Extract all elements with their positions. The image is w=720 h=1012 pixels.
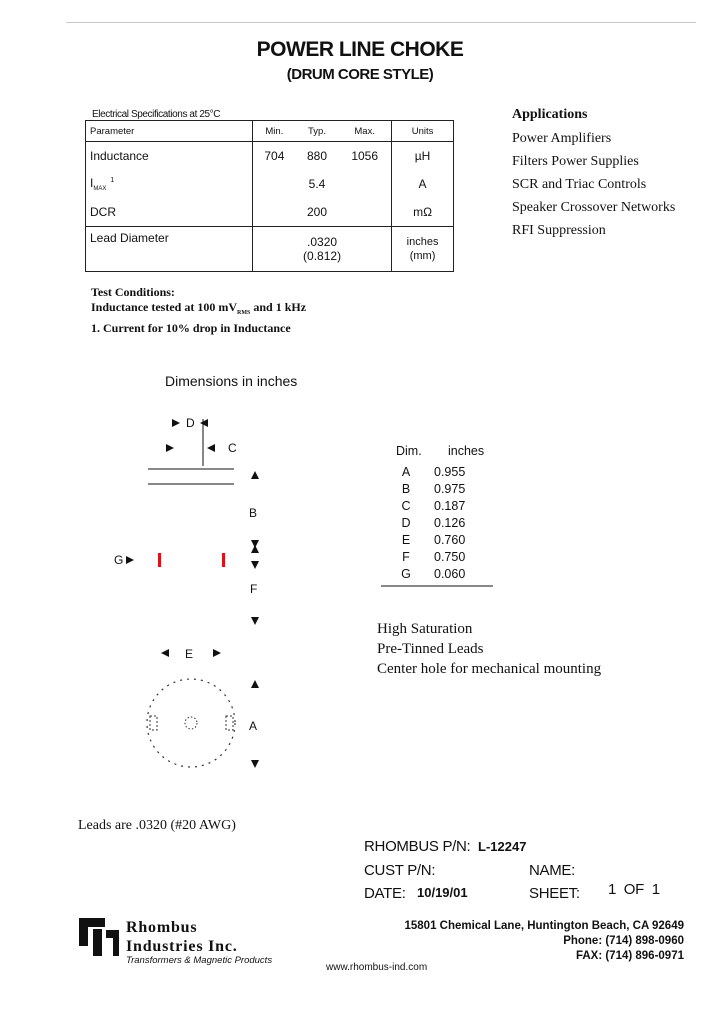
test-line-text: Inductance tested at 100 mV: [91, 300, 237, 314]
units-cell: µH: [392, 142, 454, 171]
typ-cell: 880: [306, 149, 328, 163]
dim-letter: C: [401, 499, 411, 513]
leads-note: Leads are .0320 (#20 AWG): [78, 818, 236, 833]
param-footnote: 1: [110, 177, 115, 184]
unit-header: inches: [448, 444, 485, 458]
sheet-value: 1 OF 1: [608, 881, 660, 898]
dim-letter: D: [401, 516, 411, 530]
test-conditions-title: Test Conditions:: [91, 285, 175, 299]
param-cell: Inductance: [90, 149, 149, 163]
units-cell: mΩ: [392, 198, 454, 227]
test-line-subscript: RMS: [237, 310, 251, 316]
test-conditions-note: 1. Current for 10% drop in Inductance: [91, 321, 291, 335]
dim-letter: A: [401, 465, 411, 479]
company-address: 15801 Chemical Lane, Huntington Beach, CA 92649: [404, 920, 684, 932]
min-cell: 704: [253, 142, 296, 171]
dim-value: 0.975: [434, 482, 466, 496]
dim-letter: G: [401, 567, 411, 581]
list-item: Filters Power Supplies: [512, 154, 639, 169]
rhombus-pn-value: L-12247: [478, 839, 527, 854]
company-tagline: Transformers & Magnetic Products: [126, 955, 273, 966]
list-item: SCR and Triac Controls: [512, 177, 647, 192]
dim-letter: E: [401, 533, 411, 547]
sheet-label: SHEET:: [529, 885, 580, 902]
list-item: High Saturation: [377, 621, 473, 637]
param-subscript: MAX: [93, 186, 107, 192]
company-phone: Phone: (714) 898-0960: [563, 935, 684, 947]
page-subtitle: (DRUM CORE STYLE): [286, 66, 434, 83]
dim-value: 0.060: [434, 567, 466, 581]
company-fax: FAX: (714) 896-0971: [575, 950, 684, 962]
lead-diameter-inches: .0320: [307, 235, 338, 249]
max-cell: 1056: [351, 149, 379, 163]
lead-diameter-mm: (0.812): [303, 249, 342, 263]
param-symbol: I: [90, 176, 94, 190]
param-cell: Lead Diameter: [86, 227, 253, 272]
dim-header: Dim.: [396, 444, 422, 458]
page-title: POWER LINE CHOKE: [256, 38, 464, 61]
dim-value: 0.187: [434, 499, 466, 513]
column-header: Units: [392, 121, 454, 142]
list-item: Center hole for mechanical mounting: [377, 661, 602, 677]
test-line-text: and 1 kHz: [250, 300, 307, 314]
dim-value: 0.750: [434, 550, 466, 564]
units-inches: inches: [406, 236, 439, 248]
list-item: Pre-Tinned Leads: [377, 641, 484, 657]
typ-cell: 200: [306, 205, 328, 219]
rhombus-pn-label: RHOMBUS P/N:: [364, 838, 471, 855]
dim-value: 0.955: [434, 465, 466, 479]
name-label: NAME:: [529, 862, 576, 879]
units-cell: A: [392, 170, 454, 198]
dim-letter: B: [401, 482, 411, 496]
typ-cell: 5.4: [308, 177, 326, 191]
dim-label-d: D: [186, 416, 195, 430]
column-header: Typ.: [296, 121, 339, 142]
cust-pn-label: CUST P/N:: [364, 862, 436, 879]
dim-label-e: E: [185, 647, 194, 661]
company-website[interactable]: www.rhombus-ind.com: [326, 962, 428, 973]
dim-label-b: B: [249, 506, 258, 520]
company-name: [126, 918, 238, 956]
dim-value: 0.760: [434, 533, 466, 547]
list-item: Speaker Crossover Networks: [512, 200, 676, 215]
dim-label-a: A: [249, 719, 258, 733]
date-value: 10/19/01: [417, 885, 468, 900]
spec-table-caption: Electrical Specifications at 25°C: [92, 109, 221, 120]
dim-label-g: G: [114, 553, 124, 567]
param-cell: DCR: [90, 205, 116, 219]
column-header: Max.: [338, 121, 391, 142]
units-mm: (mm): [409, 250, 436, 262]
dim-label-f: F: [250, 582, 258, 596]
column-header: Parameter: [86, 121, 253, 142]
dim-label-c: C: [228, 441, 237, 455]
dim-value: 0.126: [434, 516, 466, 530]
company-name-line1: Rhombus: [126, 919, 198, 936]
dimensions-title: Dimensions in inches: [165, 373, 298, 389]
dim-letter: F: [402, 550, 410, 564]
applications-title: Applications: [512, 107, 588, 122]
company-name-line2: Industries Inc.: [126, 938, 238, 955]
list-item: Power Amplifiers: [512, 131, 612, 146]
list-item: RFI Suppression: [512, 223, 606, 238]
date-label: DATE:: [364, 885, 406, 902]
column-header: Min.: [253, 121, 296, 142]
